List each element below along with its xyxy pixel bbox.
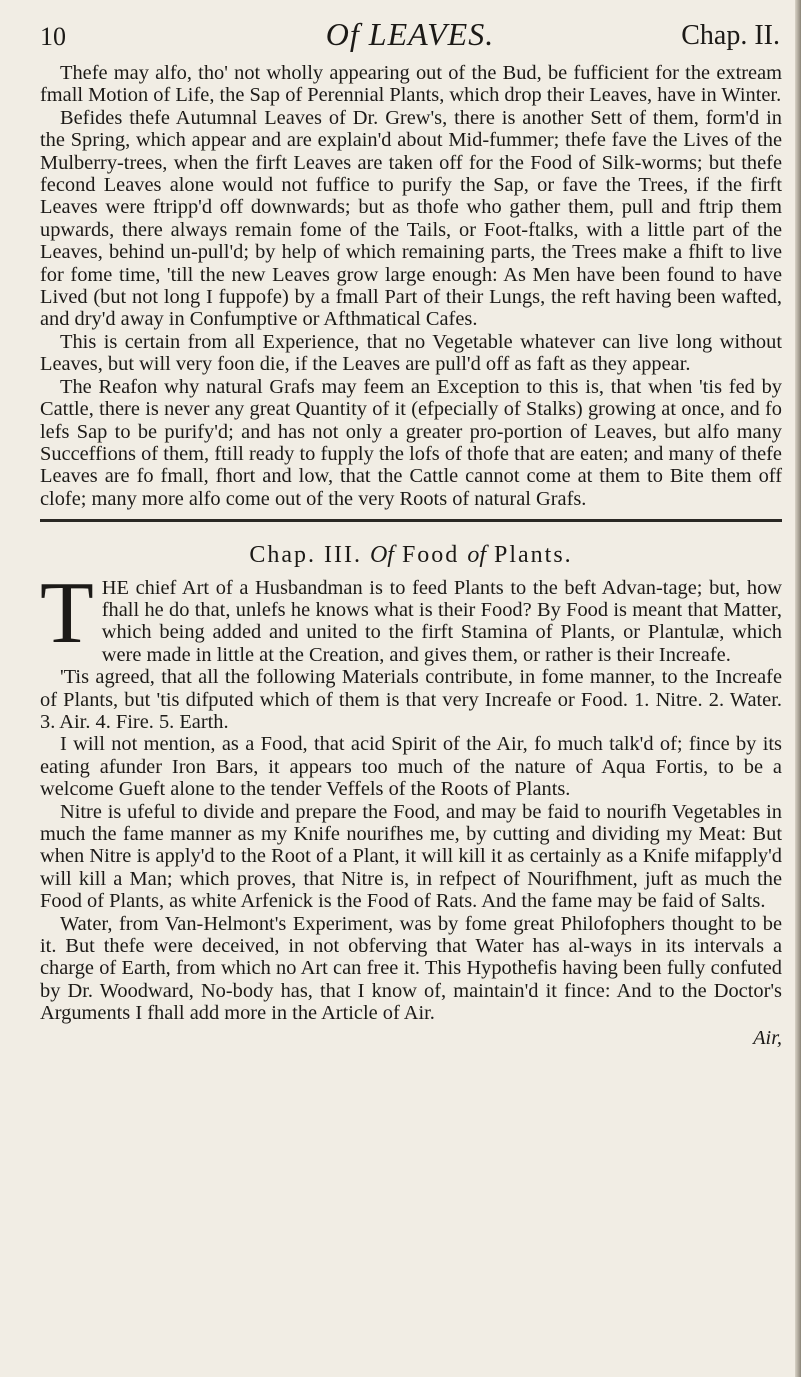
chapter-title — [40, 542, 782, 569]
paragraph: Befides thefe Autumnal Leaves of Dr. Grew's, there is another Sett of them, form'd in the Spring, which appear and are explain'd about Mid-fummer; thefe fave the Lives of the Mulberry-trees, when the firft Leaves are taken off for the Food of Silk-worms; but thefe fecond Leaves alone would not fuffice to purify the Sap, or fave the Trees, if the firft Leaves were ftripp'd off downwards; but as thofe who gather them, pull and ftrip them upwards, there always remain fome of the Tails, or Foot-ftalks, with a little part of the Leaves, behind un-pull'd; by help of which remaining parts, the Trees make a fhift to live for fome time, 'till the new Leaves grow large enough: As Men have been found to have Lived (but not long I fuppofe) by a fmall Part of their Lungs, the reft having been wafted, and dry'd away in Confumptive or Afthmatical Cafes. — [40, 106, 782, 331]
catchword: Air, — [753, 1026, 782, 1049]
paragraph: Nitre is ufeful to divide and prepare the Food, and may be faid to nourifh Vegetables in much the fame manner as my Knife nourifhes me, by cutting and dividing my Meat: But when Nitre is apply'd to the Root of a Plant, it will kill it as certainly as a Knife mifapply'd will kill a Man; which proves, that Nitre is, in refpect of Nourifhment, juft as much the Food of Plants, as white Arfenick is the Food of Rats. And the fame may be faid of Salts. — [40, 800, 782, 913]
paragraph-with-dropcap — [40, 564, 782, 667]
drop-cap: T — [40, 564, 94, 662]
running-header — [40, 16, 780, 56]
paragraph: I will not mention, as a Food, that acid Spirit of the Air, fo much talk'd of; fince by its eating afunder Iron Bars, it appears too much of the nature of Aqua Fortis, to be a welcome Gueft alone to the tender Veffels of the Roots of Plants. — [40, 733, 782, 801]
chapter-title-food: Food — [401, 542, 460, 569]
chapter-label: Chap. III. — [249, 542, 362, 569]
paragraph: 'Tis agreed, that all the following Materials contribute, in fome manner, to the Increafe of Plants, but 'tis difputed which of them is that very Increafe or Food. 1. Nitre. 2. Water. 3. Air. 4. Fire. 5. Earth. — [40, 666, 782, 733]
chapter-title-of: Of — [369, 542, 394, 569]
chapter-title-of-2: of — [467, 542, 486, 569]
body-text — [40, 62, 782, 1049]
chapter-title-plants: Plants. — [493, 542, 573, 569]
page-number: 10 — [40, 22, 66, 51]
paragraph: The Reafon why natural Grafs may feem an Exception to this is, that when 'tis fed by Cattle, there is never any great Quantity of it (efpecially of Stalks) growing at once, and fo lefs Sap to be purify'd; and has not only a greater pro-portion of Leaves, but alfo many Succeffions of them, ftill ready to fupply the lofs of thofe that are eaten; and many of thefe Leaves are fo fmall, fhort and low, that the Cattle cannot come at them to Bite them off clofe; many more alfo come out of the very Roots of natural Grafs. — [40, 375, 782, 510]
running-title: Of LEAVES. — [325, 16, 495, 52]
paragraph-text: HE chief Art of a Husbandman is to feed Plants to the beft Advan-tage; but, how fhall he do that, unlefs he knows what is their Food? By Food is meant that Matter, which being added and united to the firft Stamina of Plants, or Plantulæ, which were made in little at the Creation, and gives them, or rather is their Increafe. — [101, 576, 782, 666]
page-edge-shadow — [795, 0, 801, 1377]
section-divider — [40, 519, 782, 522]
paragraph: This is certain from all Experience, that no Vegetable whatever can live long without Leaves, but will very foon die, if the Leaves are pull'd off as faft as they appear. — [40, 330, 782, 376]
chapter-reference: Chap. II. — [681, 20, 780, 51]
paragraph: Thefe may alfo, tho' not wholly appearing out of the Bud, be fufficient for the extream fmall Motion of Life, the Sap of Perennial Plants, which drop their Leaves, have in Winter. — [40, 62, 782, 107]
paragraph: Water, from Van-Helmont's Experiment, was by fome great Philofophers thought to be it. But thefe were deceived, in not obferving that Water has al-ways in its intervals a charge of Earth, from which no Art can free it. This Hypothefis having been fully confuted by Dr. Woodward, No-body has, that I know of, maintain'd it fince: And to the Doctor's Arguments I fhall add more in the Article of Air. — [40, 912, 782, 1025]
